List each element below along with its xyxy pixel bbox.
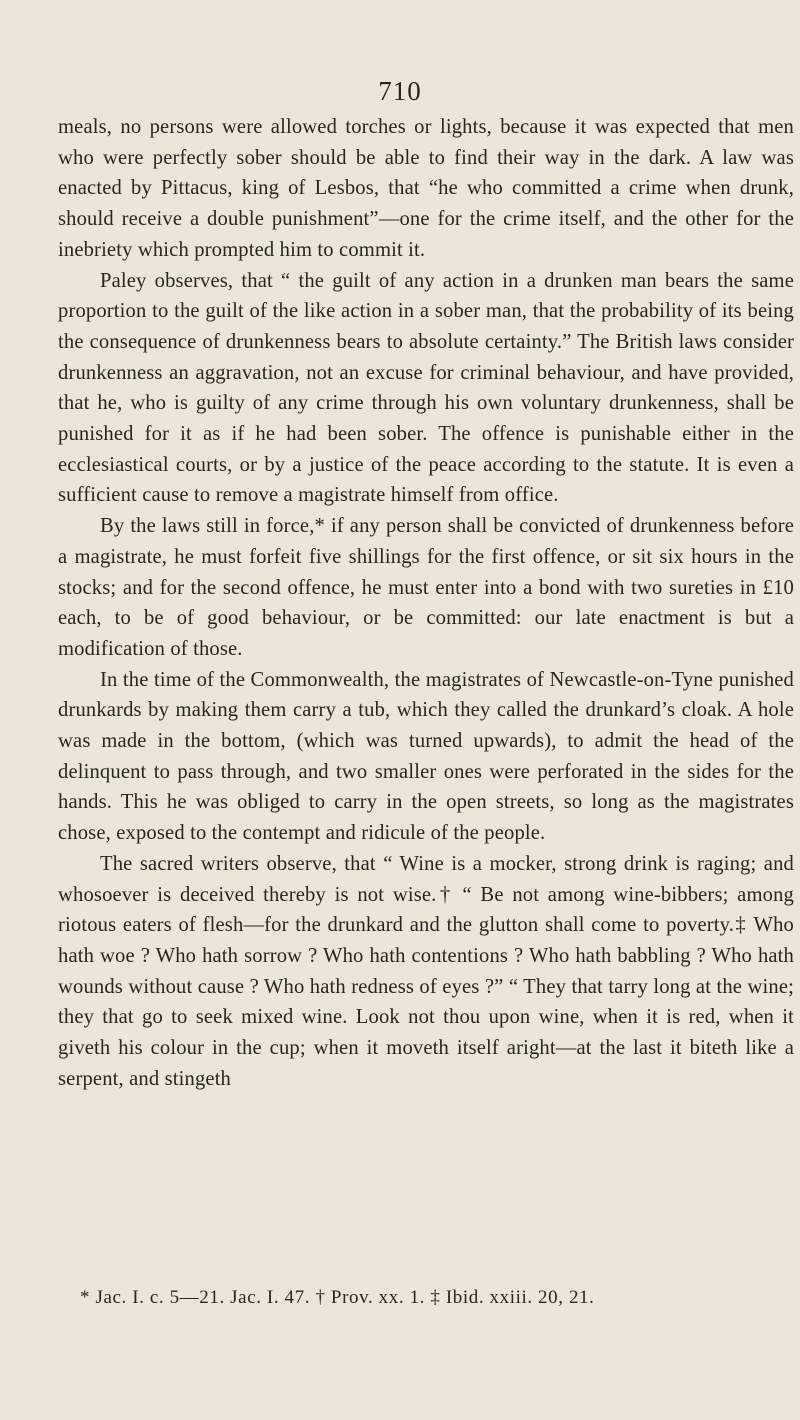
footnote: * Jac. I. c. 5—21. Jac. I. 47. † Prov. xx. 1. ‡ Ibid. xxiii. 20, 21. <box>80 1287 595 1308</box>
paragraph-laws-in-force: By the laws still in force,* if any person shall be convicted of drunkenness before a magistrate, he must forfeit five shillings for the first offence, or sit six hours in the stocks; and for the second offence, he must enter into a bond with two sureties in £10 each, to be of good behaviour, or be committed: our late enactment is but a modification of those. <box>58 515 794 660</box>
body-text <box>58 112 794 1095</box>
page-number: 710 <box>378 76 422 106</box>
paragraph-torches-pittacus: meals, no persons were allowed torches or lights, because it was expected that men who were perfectly sober should be able to find their way in the dark. A law was enacted by Pittacus, king of Lesbos, that “he who committed a crime when drunk, should receive a double punishment”—one for the crime itself, and the other for the inebriety which prompted him to commit it. <box>58 116 794 261</box>
paragraph-sacred-writers: The sacred writers observe, that “ Wine is a mocker, strong drink is raging; and whosoever is deceived thereby is not wise.† “ Be not among wine-bibbers; among riotous eaters of flesh—for the drunkard and the glutton shall come to poverty.‡ Who hath woe ? Who hath sorrow ? Who hath contentions ? Who hath babbling ? Who hath wounds without cause ? Who hath redness of eyes ?” “ They that tarry long at the wine; they that go to seek mixed wine. Look not thou upon wine, when it is red, when it giveth his colour in the cup; when it moveth itself aright—at the last it biteth like a serpent, and stingeth <box>58 852 794 1090</box>
paragraph-commonwealth: In the time of the Commonwealth, the magistrates of Newcastle-on-Tyne punished drunkards by making them carry a tub, which they called the drunkard’s cloak. A hole was made in the bottom, (which was turned upwards), to admit the head of the delinquent to pass through, and two smaller ones were perforated in the sides for the hands. This he was obliged to carry in the open streets, so long as the magistrates chose, exposed to the contempt and ridicule of the people. <box>58 668 794 845</box>
paragraph-paley: Paley observes, that “ the guilt of any action in a drunken man bears the same proportion to the guilt of the like action in a sober man, that the probability of its being the consequence of drunkenness bears to absolute certainty.” The British laws consider drunkenness an aggravation, not an excuse for criminal behaviour, and have provided, that he, who is guilty of any crime through his own voluntary drunkenness, shall be punished for it as if he had been sober. The offence is punishable either in the ecclesiastical courts, or by a justice of the peace according to the statute. It is even a sufficient cause to remove a magistrate himself from office. <box>58 269 794 507</box>
